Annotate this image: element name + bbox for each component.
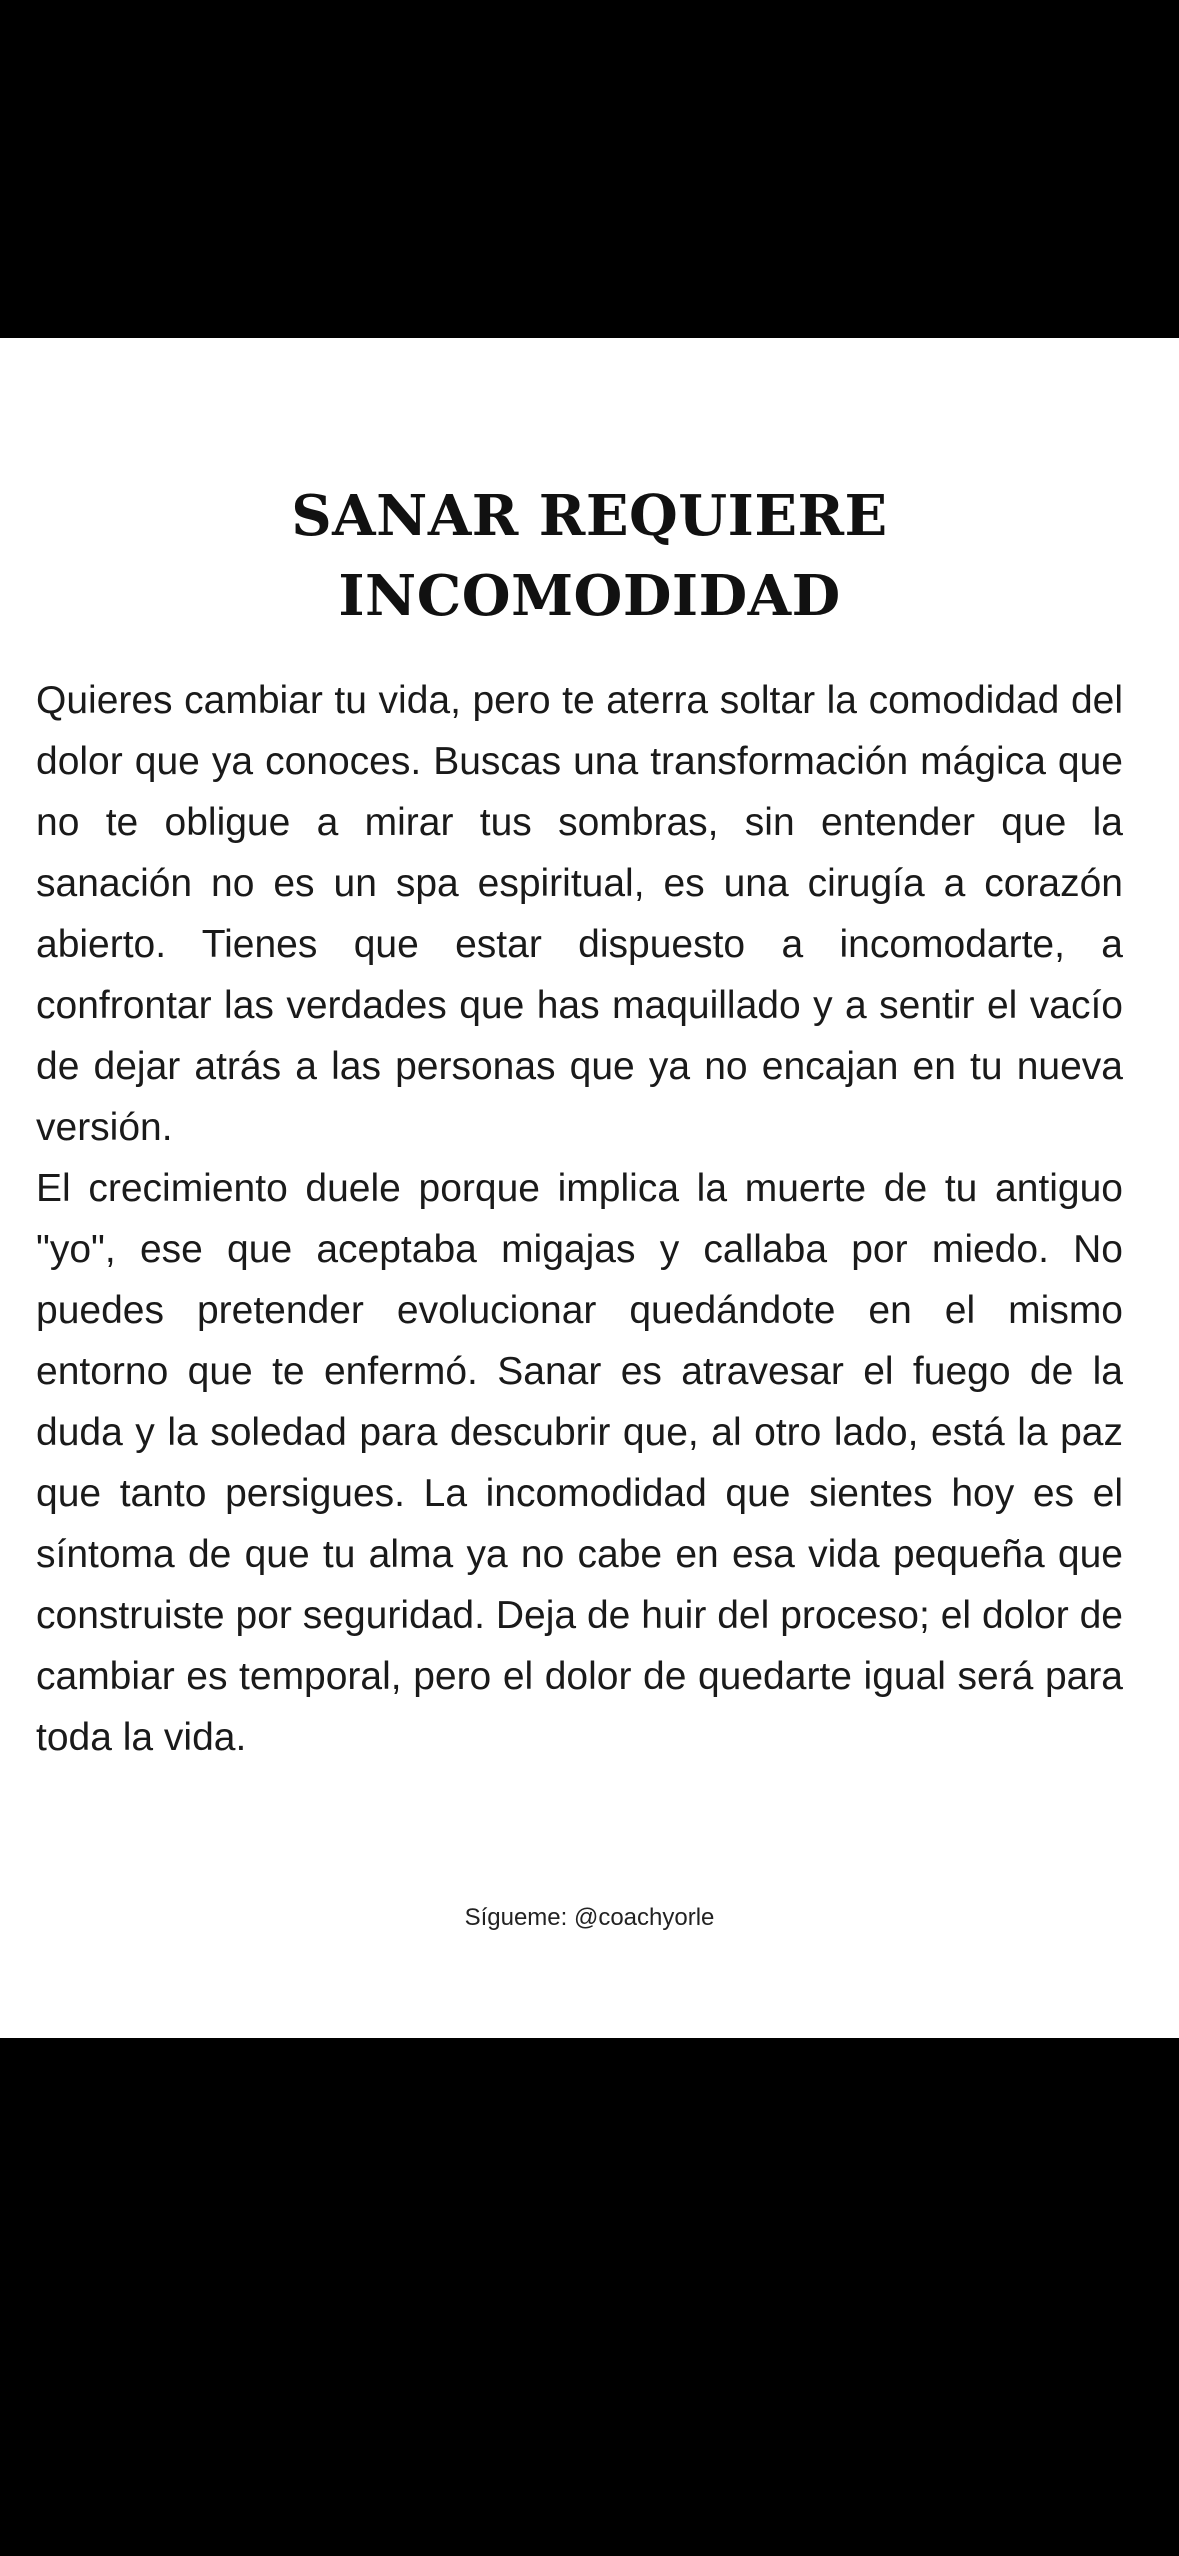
post-body [36,670,1123,1768]
bottom-black-bar [0,2038,1179,2556]
follow-handle: Sígueme: @coachyorle [464,1904,715,1931]
post-title [0,476,1179,636]
post-card [0,338,1179,2038]
post-title-line-2: INCOMODIDAD [338,563,841,629]
top-black-bar [0,0,1179,338]
paragraph-1: Quieres cambiar tu vida, pero te aterra soltar la comodidad del dolor que ya conoces. Buscas una transformación mágica que no te obligue a mirar tus sombras, sin entender que la sanación no es un spa espiritual, es una cirugía a corazón abierto. Tienes que estar dispuesto a incomodarte, a confrontar las verdades que has maquillado y a sentir el vacío de dejar atrás a las personas que ya no encajan en tu nueva versión. [36,679,1123,1149]
paragraph-2: El crecimiento duele porque implica la muerte de tu antiguo "yo", ese que aceptaba migajas y callaba por miedo. No puedes pretender evolucionar quedándote en el mismo entorno que te enfermó. Sanar es atravesar el fuego de la duda y la soledad para descubrir que, al otro lado, está la paz que tanto persigues. La incomodidad que sientes hoy es el síntoma de que tu alma ya no cabe en esa vida pequeña que construiste por seguridad. Deja de huir del proceso; el dolor de cambiar es temporal, pero el dolor de quedarte igual será para toda la vida. [36,1167,1123,1759]
post-title-line-1: SANAR REQUIERE [291,483,888,549]
